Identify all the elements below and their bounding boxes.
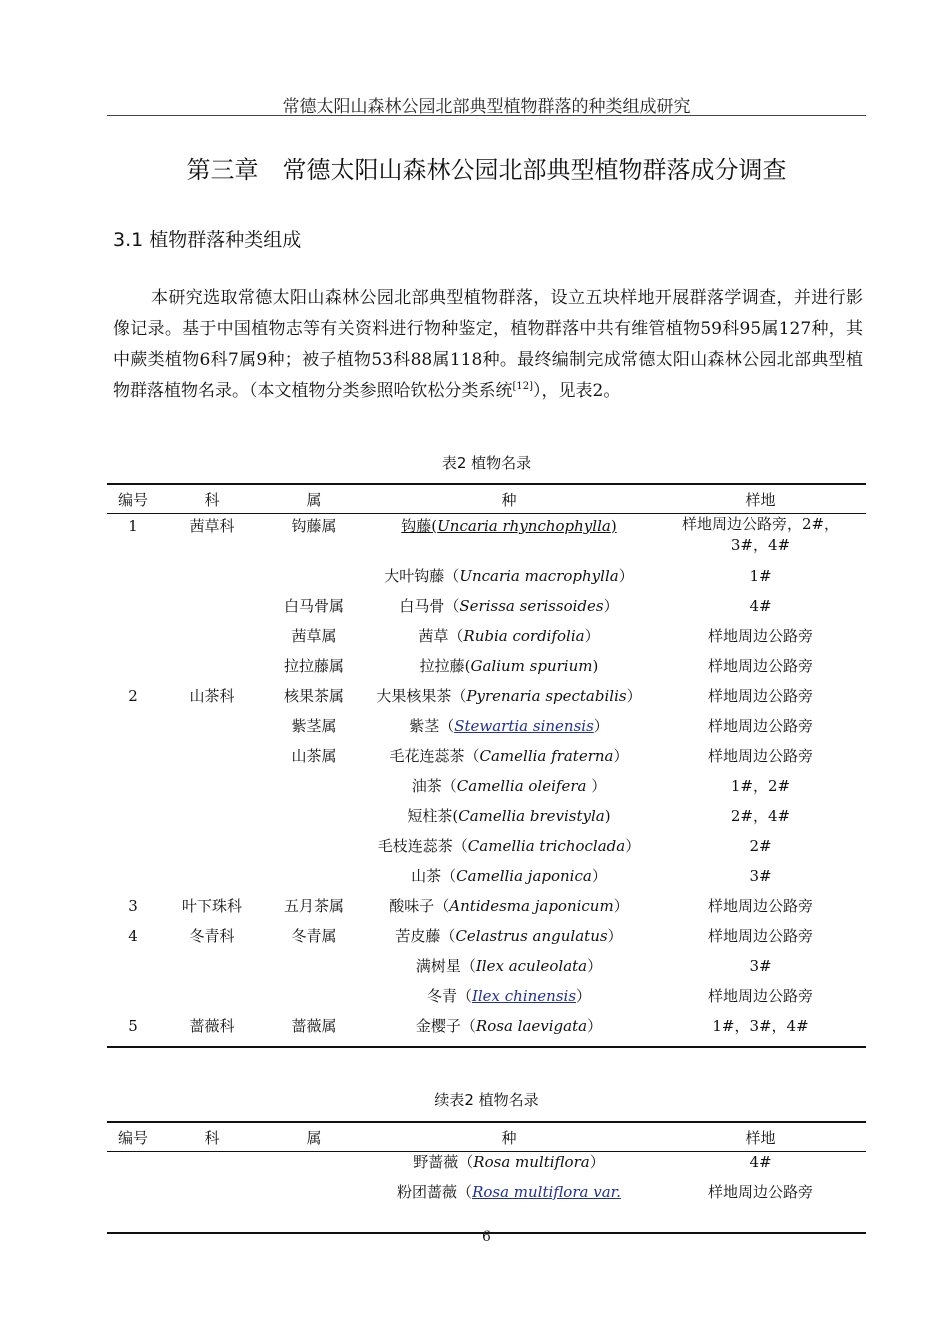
cell-genus: 紫茎属 [291,717,337,735]
species-scientific-name-link[interactable]: Ilex chinensis [471,987,577,1005]
species-close-paren: ) [604,807,611,825]
cell-site: 样地周边公路旁，2#，3#，4# [681,515,840,554]
species-chinese-name: 油茶（ [411,777,457,795]
table-row [107,806,866,836]
body-paragraph [113,283,863,407]
table-row [107,1182,866,1233]
table-row [107,746,866,776]
species-scientific-name: Serissa serissoides [459,597,604,615]
cell-no [107,836,159,866]
cell-no [107,596,159,626]
cell-genus [265,836,363,866]
cell-genus [265,776,363,806]
cell-species [363,514,655,567]
cell-no [107,566,159,596]
cell-species [363,806,655,836]
running-header: 常德太阳山森林公园北部典型植物群落的种类组成研究 [282,97,691,117]
cell-species [363,1016,655,1047]
cell-genus [265,566,363,596]
species-close-paren: ） [607,927,623,945]
cell-site: 3# [749,867,772,885]
cell-site: 样地周边公路旁 [707,657,813,675]
cell-species [363,896,655,926]
table-row [107,956,866,986]
cell-family [159,716,265,746]
header-family: 科 [159,484,265,514]
cell-genus: 茜草属 [291,627,337,645]
cell-family [159,986,265,1016]
table-row [107,926,866,956]
table-header-row [107,484,866,514]
species-chinese-name: 山茶（ [411,867,457,885]
cell-family: 山茶科 [189,687,235,705]
table3-caption: 续表2 植物名录 [434,1091,539,1109]
table-row [107,896,866,926]
cell-species [363,746,655,776]
chapter-title: 第三章 常德太阳山森林公园北部典型植物群落成分调查 [186,156,787,184]
table-row [107,836,866,866]
species-scientific-name: Camellia trichoclada [467,837,626,855]
cell-species [363,1182,655,1233]
cell-genus: 核果茶属 [283,687,344,705]
cell-site: 样地周边公路旁 [707,987,813,1005]
cell-no [107,986,159,1016]
species-close-paren: ） [613,747,629,765]
header-species: 种 [363,484,655,514]
plant-list-table-continued [107,1121,866,1234]
cell-site: 3# [749,957,772,975]
cell-family [159,596,265,626]
table-row [107,656,866,686]
species-scientific-name: Camellia fraterna [479,747,614,765]
cell-no [107,1182,159,1233]
cell-species [363,566,655,596]
cell-family [159,746,265,776]
page-number: 6 [482,1229,491,1245]
cell-site: 2# [749,837,772,855]
species-scientific-name-link[interactable]: Rosa multiflora var. [472,1183,621,1201]
species-close-paren: ） [626,687,642,705]
species-scientific-name: Uncaria rhynchophylla [437,517,611,535]
species-chinese-name: 大果核果茶（ [376,687,467,705]
cell-no [107,716,159,746]
cell-species [363,686,655,716]
cell-family: 蔷薇科 [189,1017,235,1035]
cell-genus: 山茶属 [291,747,337,765]
cell-species [363,986,655,1016]
species-chinese-name: 粉团蔷薇（ [397,1183,473,1201]
table-header-row [107,1122,866,1152]
cell-genus: 钩藤属 [291,517,337,535]
cell-site: 1# [749,567,772,585]
species-chinese-name: 茜草（ [418,627,464,645]
species-chinese-name: 钩藤( [401,517,438,535]
species-scientific-name: Galium spurium [470,657,593,675]
species-close-paren: ） [589,1153,605,1171]
cell-genus: 拉拉藤属 [283,657,344,675]
cell-site: 样地周边公路旁 [707,687,813,705]
cell-site: 2#，4# [730,807,791,825]
section-heading: 3.1 植物群落种类组成 [113,229,302,251]
species-chinese-name: 大叶钩藤（ [384,567,460,585]
species-scientific-name: Rubia cordifolia [463,627,585,645]
species-scientific-name: Pyrenaria spectabilis [466,687,627,705]
header-rule [107,115,866,116]
cell-genus [265,986,363,1016]
species-close-paren: ） [603,597,619,615]
table-row [107,1016,866,1047]
table-row [107,514,866,567]
cell-no [107,626,159,656]
cell-species [363,596,655,626]
species-close-paren: ） [584,627,600,645]
cell-site: 4# [749,597,772,615]
paragraph-text-end: ），见表2。 [533,381,621,401]
species-chinese-name: 满树星（ [415,957,476,975]
cell-genus: 冬青属 [291,927,337,945]
table-row [107,986,866,1016]
species-close-paren: ) [592,657,599,675]
cell-family [159,836,265,866]
cell-site: 1#，3#，4# [712,1017,809,1035]
species-scientific-name: Rosa multiflora [473,1153,590,1171]
cell-no [107,806,159,836]
species-chinese-name: 金樱子（ [415,1017,476,1035]
cell-no [107,776,159,806]
header-family: 科 [159,1122,265,1152]
cell-site: 样地周边公路旁 [707,627,813,645]
cell-species [363,836,655,866]
table-row [107,626,866,656]
species-scientific-name: Uncaria macrophylla [459,567,619,585]
table-row [107,566,866,596]
cell-species [363,956,655,986]
table-row [107,776,866,806]
species-close-paren: ） [613,897,629,915]
species-scientific-name: Camellia brevistyla [458,807,605,825]
cell-genus: 蔷薇属 [291,1017,337,1035]
species-chinese-name: 毛枝连蕊茶（ [377,837,468,855]
table2-caption: 表2 植物名录 [441,454,532,472]
cell-no: 5 [128,1017,138,1035]
cell-no [107,866,159,896]
header-site: 样地 [655,1122,866,1152]
cell-site: 4# [749,1153,772,1171]
cell-family: 冬青科 [189,927,235,945]
species-chinese-name: 苦皮藤（ [395,927,456,945]
cell-no [107,1152,159,1183]
species-close-paren: ） [587,1017,603,1035]
species-close-paren: ） [593,717,609,735]
cell-family: 茜草科 [189,517,235,535]
cell-no [107,956,159,986]
cell-no: 3 [128,897,138,915]
table-row [107,866,866,896]
cell-family [159,1182,265,1233]
cell-genus [265,866,363,896]
cell-genus [265,806,363,836]
header-site: 样地 [655,484,866,514]
species-chinese-name: 白马骨（ [399,597,460,615]
cell-genus [265,956,363,986]
cell-species [363,1152,655,1183]
cell-genus: 五月茶属 [283,897,344,915]
plant-list-table [107,483,866,1048]
species-scientific-name: Rosa laevigata [475,1017,588,1035]
cell-species [363,866,655,896]
cell-site: 样地周边公路旁 [707,897,813,915]
cell-family: 叶下珠科 [181,897,242,915]
species-scientific-name: Ilex aculeolata [475,957,588,975]
species-scientific-name: Camellia japonica [456,867,592,885]
species-close-paren: ） [576,987,592,1005]
table-row [107,1152,866,1183]
cell-family [159,956,265,986]
citation-ref[interactable]: [12] [512,381,534,392]
cell-family [159,1152,265,1183]
cell-no [107,746,159,776]
cell-genus [265,1182,363,1233]
cell-family [159,656,265,686]
paragraph-text: 本研究选取常德太阳山森林公园北部典型植物群落，设立五块样地开展群落学调查，并进行影像记录。基于中国植物志等有关资料进行物种鉴定，植物群落中共有维管植物59科95属127种，其中蕨类植物6科7属9种；被子植物53科88属118种。最终编制完成常德太阳山森林公园北部典型植物群落植物名录。（本文植物分类参照哈钦松分类系统 [113,288,863,401]
species-chinese-name: 毛花连蕊茶（ [389,747,480,765]
cell-species [363,656,655,686]
species-close-paren: ） [618,567,634,585]
header-no: 编号 [107,484,159,514]
header-genus: 属 [265,484,363,514]
species-scientific-name: Camellia oleifera [456,777,587,795]
cell-site: 样地周边公路旁 [707,717,813,735]
species-chinese-name: 野蔷薇（ [413,1153,474,1171]
species-scientific-name: Celastrus angulatus [455,927,608,945]
cell-species [363,776,655,806]
cell-site: 样地周边公路旁 [707,927,813,945]
species-close-paren: ） [625,837,641,855]
cell-species [363,926,655,956]
species-chinese-name: 紫茎（ [409,717,455,735]
cell-family [159,626,265,656]
cell-species [363,716,655,746]
species-chinese-name: 酸味子（ [389,897,450,915]
cell-site: 样地周边公路旁 [707,1183,813,1201]
species-close-paren: ) [610,517,617,535]
cell-no [107,656,159,686]
header-species: 种 [363,1122,655,1152]
species-scientific-name: Antidesma japonicum [449,897,614,915]
cell-no: 4 [128,927,138,945]
species-close-paren: ） [586,777,607,795]
cell-no: 1 [128,517,138,535]
cell-family [159,776,265,806]
header-no: 编号 [107,1122,159,1152]
cell-site: 样地周边公路旁 [707,747,813,765]
species-chinese-name: 冬青（ [426,987,472,1005]
species-close-paren: ） [591,867,607,885]
species-close-paren: ） [587,957,603,975]
cell-family [159,566,265,596]
header-genus: 属 [265,1122,363,1152]
table-row [107,596,866,626]
cell-no: 2 [128,687,138,705]
species-chinese-name: 拉拉藤( [419,657,471,675]
table-row [107,686,866,716]
species-chinese-name: 短柱茶( [407,807,459,825]
cell-family [159,806,265,836]
cell-genus: 白马骨属 [283,597,344,615]
cell-family [159,866,265,896]
table-row [107,716,866,746]
species-scientific-name-link[interactable]: Stewartia sinensis [454,717,594,735]
cell-site: 1#，2# [730,777,791,795]
cell-genus [265,1152,363,1183]
cell-species [363,626,655,656]
